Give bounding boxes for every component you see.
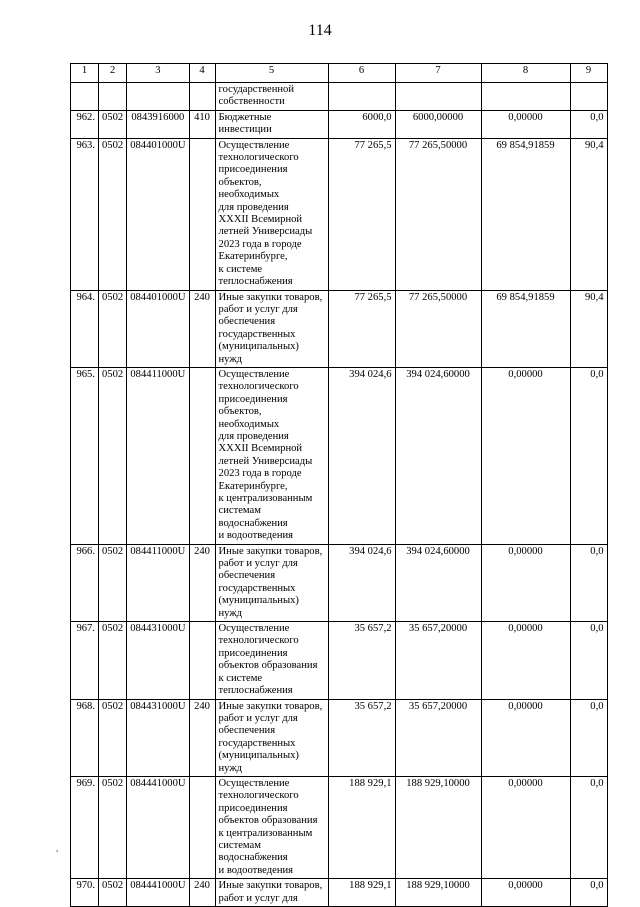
row-number: 964. <box>71 290 99 367</box>
total-amount: 35 657,20000 <box>395 699 481 776</box>
table-row <box>71 290 608 367</box>
target-code: 084411000U <box>127 544 189 621</box>
cell-empty <box>71 83 99 111</box>
header-cell: 8 <box>481 64 570 83</box>
expense-type: 240 <box>189 879 215 907</box>
item-name: Иные закупки товаров, работ и услуг для обеспечения государственных (муниципальных) нужд <box>215 544 328 621</box>
execution-percent: 0,0 <box>570 776 607 878</box>
row-number: 962. <box>71 110 99 138</box>
row-number: 963. <box>71 138 99 290</box>
plan-amount: 35 657,2 <box>328 622 395 699</box>
header-cell: 6 <box>328 64 395 83</box>
total-amount: 394 024,60000 <box>395 544 481 621</box>
expense-type: 240 <box>189 290 215 367</box>
cell-empty <box>99 83 127 111</box>
table-row <box>71 776 608 878</box>
header-cell: 3 <box>127 64 189 83</box>
section-code: 0502 <box>99 879 127 907</box>
execution-percent: 90,4 <box>570 138 607 290</box>
expense-type <box>189 622 215 699</box>
row-number: 970. <box>71 879 99 907</box>
row-number: 968. <box>71 699 99 776</box>
execution-percent: 0,0 <box>570 622 607 699</box>
total-amount: 35 657,20000 <box>395 622 481 699</box>
expense-type: 240 <box>189 544 215 621</box>
table-row <box>71 367 608 544</box>
section-code: 0502 <box>99 622 127 699</box>
execution-percent: 0,0 <box>570 879 607 907</box>
total-amount: 77 265,50000 <box>395 290 481 367</box>
execution-percent: 0,0 <box>570 110 607 138</box>
section-code: 0502 <box>99 290 127 367</box>
execution-percent: 90,4 <box>570 290 607 367</box>
plan-amount: 77 265,5 <box>328 138 395 290</box>
expense-type: 410 <box>189 110 215 138</box>
plan-amount: 35 657,2 <box>328 699 395 776</box>
target-code: 084411000U <box>127 367 189 544</box>
executed-amount: 0,00000 <box>481 622 570 699</box>
item-name: Осуществление технологического присоединения объектов, необходимых для проведения XXXII Всемирной летней Универсиады 2023 года в городе Екатеринбурге, к централизованным системам водоснабжения и водоотведения <box>215 367 328 544</box>
section-code: 0502 <box>99 544 127 621</box>
section-code: 0502 <box>99 367 127 544</box>
cell-empty <box>570 83 607 111</box>
plan-amount: 394 024,6 <box>328 367 395 544</box>
header-cell: 9 <box>570 64 607 83</box>
target-code: 084441000U <box>127 776 189 878</box>
cell-empty <box>189 83 215 111</box>
total-amount: 77 265,50000 <box>395 138 481 290</box>
header-cell: 4 <box>189 64 215 83</box>
expense-type <box>189 138 215 290</box>
execution-percent: 0,0 <box>570 367 607 544</box>
cell-empty <box>481 83 570 111</box>
plan-amount: 77 265,5 <box>328 290 395 367</box>
cell-empty <box>395 83 481 111</box>
item-name: Осуществление технологического присоединения объектов образования к централизованным системам водоснабжения и водоотведения <box>215 776 328 878</box>
plan-amount: 188 929,1 <box>328 879 395 907</box>
row-number: 965. <box>71 367 99 544</box>
total-amount: 6000,00000 <box>395 110 481 138</box>
executed-amount: 69 854,91859 <box>481 290 570 367</box>
row-number: 969. <box>71 776 99 878</box>
target-code: 0843916000 <box>127 110 189 138</box>
item-name: Осуществление технологического присоединения объектов, необходимых для проведения XXXII Всемирной летней Универсиады 2023 года в городе Екатеринбурге, к системе теплоснабжения <box>215 138 328 290</box>
target-code: 084431000U <box>127 699 189 776</box>
target-code: 084401000U <box>127 290 189 367</box>
expense-type <box>189 367 215 544</box>
carryover-row <box>71 83 608 111</box>
target-code: 084401000U <box>127 138 189 290</box>
executed-amount: 0,00000 <box>481 110 570 138</box>
expense-type: 240 <box>189 699 215 776</box>
page-number: 114 <box>308 22 332 39</box>
total-amount: 394 024,60000 <box>395 367 481 544</box>
section-code: 0502 <box>99 699 127 776</box>
target-code: 084431000U <box>127 622 189 699</box>
table-row <box>71 544 608 621</box>
plan-amount: 394 024,6 <box>328 544 395 621</box>
table-row <box>71 879 608 907</box>
execution-percent: 0,0 <box>570 544 607 621</box>
budget-table <box>70 63 608 907</box>
executed-amount: 69 854,91859 <box>481 138 570 290</box>
footer-mark: , <box>56 843 59 853</box>
table-row <box>71 622 608 699</box>
item-name: Бюджетные инвестиции <box>215 110 328 138</box>
item-name: Иные закупки товаров, работ и услуг для <box>215 879 328 907</box>
header-row <box>71 64 608 83</box>
item-name: Иные закупки товаров, работ и услуг для обеспечения государственных (муниципальных) нужд <box>215 699 328 776</box>
expense-type <box>189 776 215 878</box>
header-cell: 2 <box>99 64 127 83</box>
executed-amount: 0,00000 <box>481 367 570 544</box>
header-cell: 7 <box>395 64 481 83</box>
execution-percent: 0,0 <box>570 699 607 776</box>
target-code: 084441000U <box>127 879 189 907</box>
cell-empty <box>328 83 395 111</box>
row-number: 967. <box>71 622 99 699</box>
total-amount: 188 929,10000 <box>395 776 481 878</box>
section-code: 0502 <box>99 138 127 290</box>
total-amount: 188 929,10000 <box>395 879 481 907</box>
table-row <box>71 138 608 290</box>
cell-empty <box>127 83 189 111</box>
header-cell: 5 <box>215 64 328 83</box>
table-row <box>71 110 608 138</box>
table-row <box>71 699 608 776</box>
item-name: Иные закупки товаров, работ и услуг для обеспечения государственных (муниципальных) нужд <box>215 290 328 367</box>
plan-amount: 188 929,1 <box>328 776 395 878</box>
executed-amount: 0,00000 <box>481 544 570 621</box>
header-cell: 1 <box>71 64 99 83</box>
section-code: 0502 <box>99 776 127 878</box>
row-number: 966. <box>71 544 99 621</box>
executed-amount: 0,00000 <box>481 879 570 907</box>
plan-amount: 6000,0 <box>328 110 395 138</box>
executed-amount: 0,00000 <box>481 776 570 878</box>
executed-amount: 0,00000 <box>481 699 570 776</box>
section-code: 0502 <box>99 110 127 138</box>
item-name: Осуществление технологического присоединения объектов образования к системе теплоснабжения <box>215 622 328 699</box>
carryover-name: государственной собственности <box>215 83 328 111</box>
